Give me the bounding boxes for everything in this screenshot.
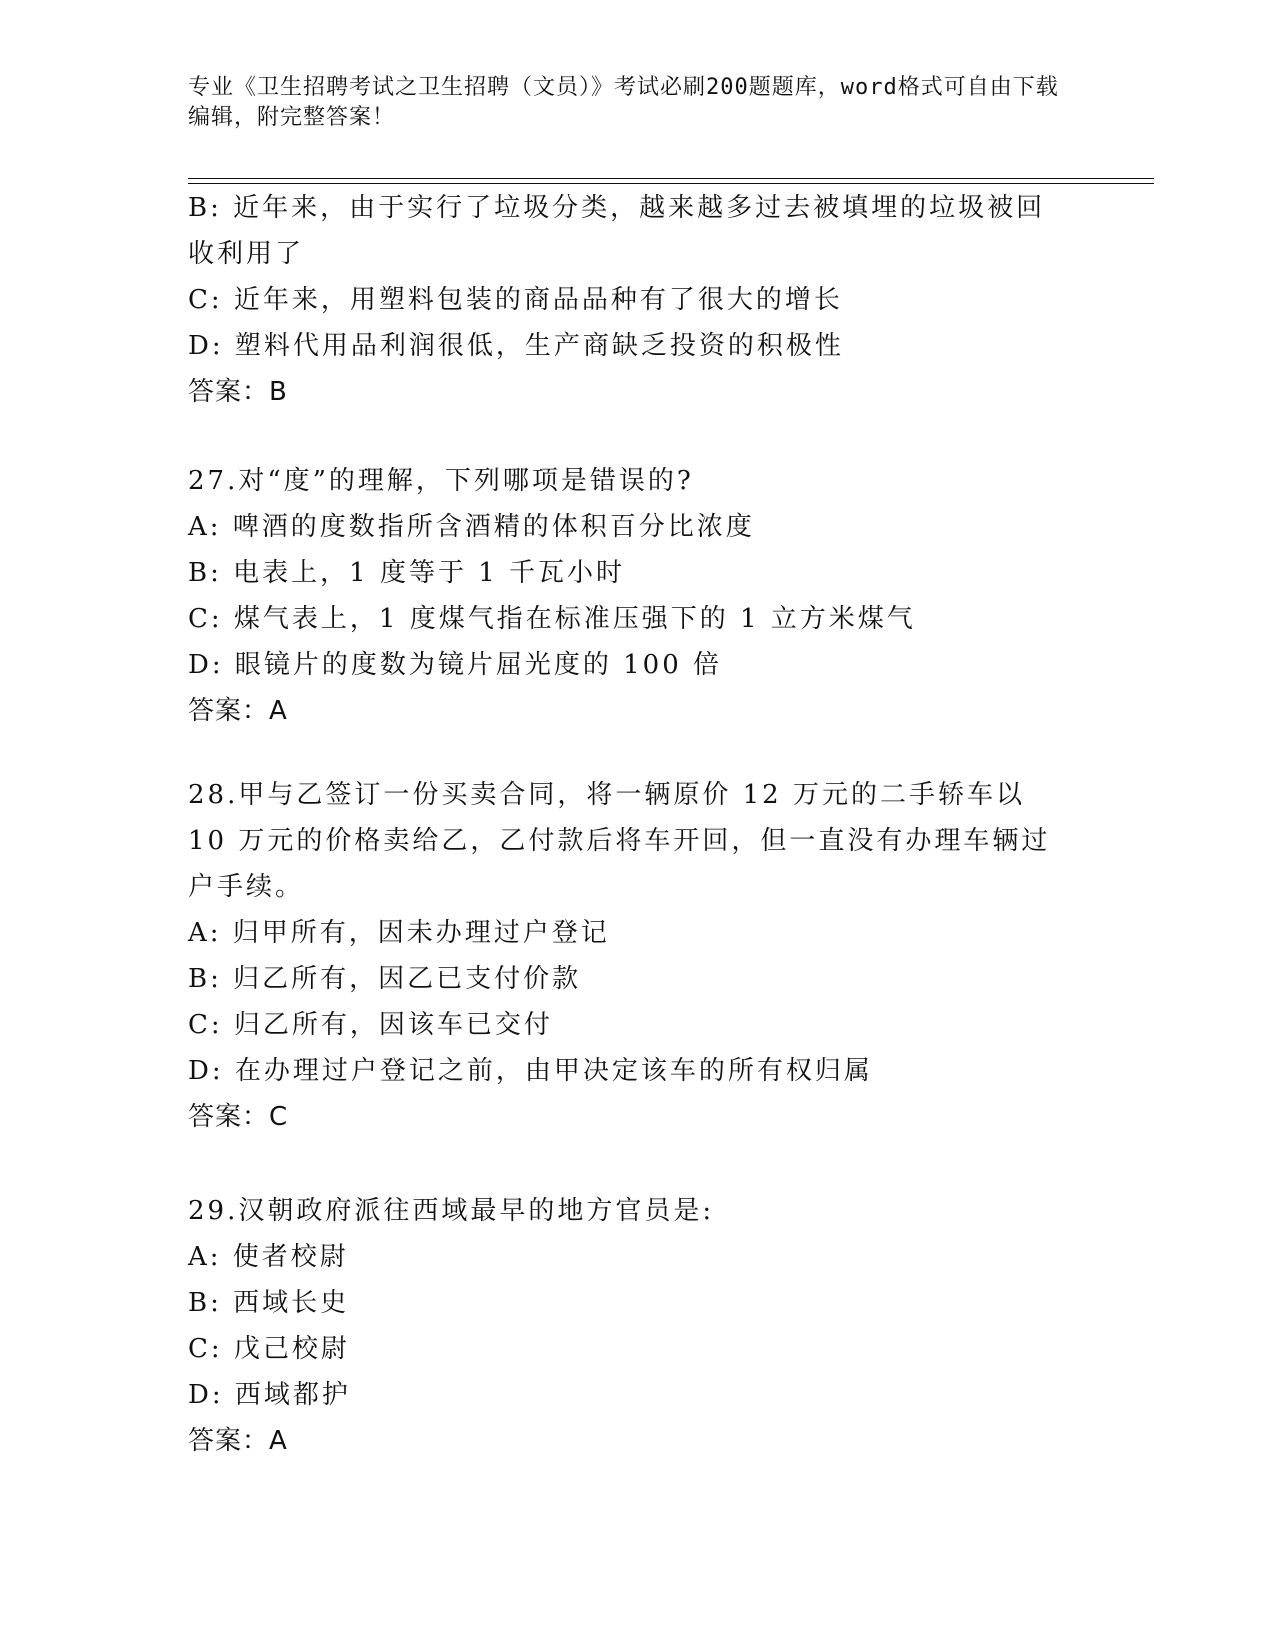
- option-d: D: 眼镜片的度数为镜片屈光度的 100 倍: [188, 650, 723, 680]
- option-b: B: 归乙所有，因乙已支付价款: [188, 964, 582, 994]
- question-text: 27.对“度”的理解，下列哪项是错误的?: [188, 466, 694, 496]
- answer-label: 答案：A: [188, 1426, 288, 1456]
- document-header: 专业《卫生招聘考试之卫生招聘（文员）》考试必刷200题题库，word格式可自由下载编辑，附完整答案！: [188, 75, 1059, 130]
- option-c: C: 近年来，用塑料包装的商品品种有了很大的增长: [188, 285, 843, 315]
- header-divider-bottom: [188, 183, 1154, 184]
- option-c: C: 戊己校尉: [188, 1334, 350, 1364]
- option-d: D: 西域都护: [188, 1380, 351, 1410]
- option-c: C: 归乙所有，因该车已交付: [188, 1010, 553, 1040]
- question-text: 29.汉朝政府派往西域最早的地方官员是:: [188, 1196, 715, 1226]
- question-26-tail: [188, 185, 1088, 415]
- question-text: 28.甲与乙签订一份买卖合同，将一辆原价 12 万元的二手轿车以 10 万元的价格卖给乙，乙付款后将车开回，但一直没有办理车辆过户手续。: [188, 780, 1051, 902]
- option-a: A: 啤酒的度数指所含酒精的体积百分比浓度: [188, 512, 755, 542]
- option-b: B: 电表上，1 度等于 1 千瓦小时: [188, 558, 626, 588]
- option-d: D: 在办理过户登记之前，由甲决定该车的所有权归属: [188, 1056, 873, 1086]
- option-c: C: 煤气表上，1 度煤气指在标准压强下的 1 立方米煤气: [188, 604, 916, 634]
- option-b: B: 近年来，由于实行了垃圾分类，越来越多过去被填埋的垃圾被回收利用了: [188, 193, 1046, 269]
- answer-label: 答案：A: [188, 696, 288, 726]
- option-a: A: 使者校尉: [188, 1242, 349, 1272]
- option-b: B: 西域长史: [188, 1288, 350, 1318]
- question-27: [188, 458, 1088, 734]
- question-29: [188, 1188, 1088, 1464]
- header-divider-top: [188, 178, 1154, 179]
- question-28: [188, 772, 1088, 1140]
- answer-label: 答案：B: [188, 377, 288, 407]
- option-a: A: 归甲所有，因未办理过户登记: [188, 918, 610, 948]
- answer-label: 答案：C: [188, 1102, 289, 1132]
- option-d: D: 塑料代用品利润很低，生产商缺乏投资的积极性: [188, 331, 844, 361]
